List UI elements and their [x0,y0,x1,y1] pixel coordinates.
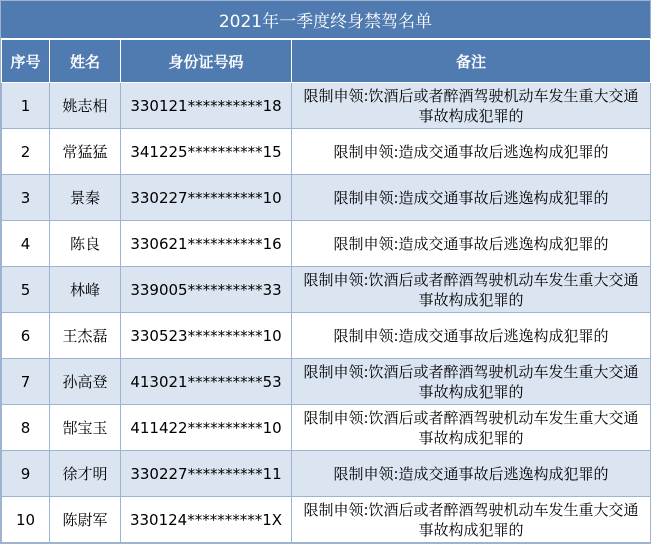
cell-name[interactable]: 孙高登 [50,359,121,405]
cell-note[interactable]: 限制申领:饮酒后或者醉酒驾驶机动车发生重大交通事故构成犯罪的 [292,359,651,405]
cell-note[interactable]: 限制申领:造成交通事故后逃逸构成犯罪的 [292,451,651,497]
cell-note[interactable]: 限制申领:造成交通事故后逃逸构成犯罪的 [292,221,651,267]
cell-id[interactable]: 339005**********33 [121,267,292,313]
cell-name[interactable]: 陈尉军 [50,497,121,543]
cell-no[interactable]: 3 [2,175,50,221]
cell-no[interactable]: 2 [2,129,50,175]
cell-no[interactable]: 8 [2,405,50,451]
cell-id[interactable]: 330227**********10 [121,175,292,221]
cell-id[interactable]: 330621**********16 [121,221,292,267]
cell-name[interactable]: 姚志相 [50,83,121,129]
cell-id[interactable]: 413021**********53 [121,359,292,405]
header-name[interactable]: 姓名 [50,40,121,83]
cell-no[interactable]: 9 [2,451,50,497]
header-row [2,40,651,83]
table-row [2,83,651,129]
cell-id[interactable]: 330121**********18 [121,83,292,129]
table-row [2,175,651,221]
header-note[interactable]: 备注 [292,40,651,83]
table-row [2,405,651,451]
cell-no[interactable]: 5 [2,267,50,313]
table-row [2,129,651,175]
cell-name[interactable]: 陈良 [50,221,121,267]
cell-id[interactable]: 330523**********10 [121,313,292,359]
cell-name[interactable]: 徐才明 [50,451,121,497]
cell-note[interactable]: 限制申领:饮酒后或者醉酒驾驶机动车发生重大交通事故构成犯罪的 [292,497,651,543]
cell-note[interactable]: 限制申领:饮酒后或者醉酒驾驶机动车发生重大交通事故构成犯罪的 [292,405,651,451]
ban-list-table [1,39,651,543]
table-row [2,221,651,267]
cell-note[interactable]: 限制申领:饮酒后或者醉酒驾驶机动车发生重大交通事故构成犯罪的 [292,83,651,129]
header-id[interactable]: 身份证号码 [121,40,292,83]
cell-no[interactable]: 10 [2,497,50,543]
cell-note[interactable]: 限制申领:造成交通事故后逃逸构成犯罪的 [292,313,651,359]
table-row [2,267,651,313]
table-row [2,497,651,543]
cell-no[interactable]: 6 [2,313,50,359]
cell-note[interactable]: 限制申领:造成交通事故后逃逸构成犯罪的 [292,175,651,221]
table-row [2,359,651,405]
cell-id[interactable]: 330124**********1X [121,497,292,543]
table-title: 2021年一季度终身禁驾名单 [1,1,650,39]
cell-no[interactable]: 7 [2,359,50,405]
table-row [2,451,651,497]
cell-note[interactable]: 限制申领:造成交通事故后逃逸构成犯罪的 [292,129,651,175]
cell-no[interactable]: 1 [2,83,50,129]
cell-id[interactable]: 411422**********10 [121,405,292,451]
header-no[interactable]: 序号 [2,40,50,83]
cell-name[interactable]: 郜宝玉 [50,405,121,451]
cell-name[interactable]: 王杰磊 [50,313,121,359]
cell-name[interactable]: 常猛猛 [50,129,121,175]
table-row [2,313,651,359]
cell-no[interactable]: 4 [2,221,50,267]
cell-note[interactable]: 限制申领:饮酒后或者醉酒驾驶机动车发生重大交通事故构成犯罪的 [292,267,651,313]
cell-id[interactable]: 341225**********15 [121,129,292,175]
cell-id[interactable]: 330227**********11 [121,451,292,497]
cell-name[interactable]: 林峰 [50,267,121,313]
cell-name[interactable]: 景秦 [50,175,121,221]
